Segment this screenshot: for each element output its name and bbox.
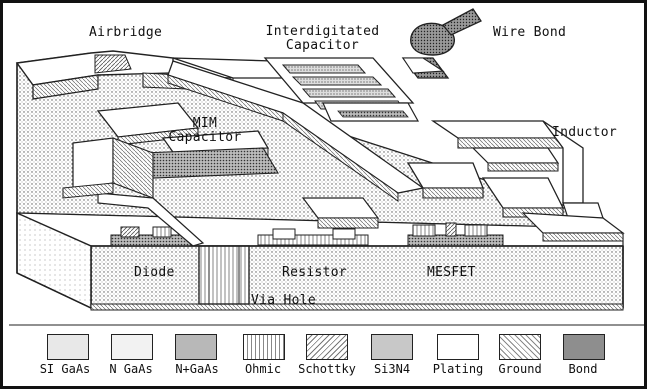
label-mim-line2: Capacitor (168, 130, 242, 145)
label-diode: Diode (134, 265, 175, 280)
legend-label-ohmic: Ohmic (244, 362, 282, 376)
legend-swatch-si3n4 (371, 334, 413, 360)
label-inductor: Inductor (552, 125, 618, 140)
legend-label-nplus-gaas: N+GaAs (175, 362, 219, 376)
label-mesfet: MESFET (427, 265, 476, 280)
via-hole (199, 246, 249, 304)
label-wire-bond: Wire Bond (493, 25, 567, 40)
legend-label-bond: Bond (568, 362, 598, 376)
legend-label-si-gaas: SI GaAs (39, 362, 91, 376)
label-resistor: Resistor (282, 265, 348, 280)
legend-label-n-gaas: N GaAs (109, 362, 153, 376)
legend-swatch-plating (437, 334, 479, 360)
label-interdigitated-capacitor (265, 25, 380, 53)
label-interdigitated-line2: Capacitor (285, 38, 360, 53)
legend-swatch-ohmic (243, 334, 285, 360)
legend-swatch-n-gaas (111, 334, 153, 360)
legend-swatch-schottky (306, 334, 348, 360)
legend-label-plating: Plating (432, 362, 484, 376)
legend-label-schottky: Schottky (298, 362, 356, 376)
legend-swatch-nplus-gaas (175, 334, 217, 360)
legend-label-ground: Ground (498, 362, 542, 376)
legend-swatch-si-gaas (47, 334, 89, 360)
legend-swatch-ground (499, 334, 541, 360)
legend-label-si3n4: Si3N4 (373, 362, 411, 376)
label-interdigitated-line1: Interdigitated (265, 24, 380, 39)
label-airbridge: Airbridge (89, 25, 163, 40)
label-mim-capacitor (160, 117, 250, 145)
wire-bond (403, 9, 481, 78)
legend-swatch-bond (563, 334, 605, 360)
label-mim-line1: MIM (192, 116, 218, 131)
label-via-hole: Via Hole (251, 293, 317, 308)
